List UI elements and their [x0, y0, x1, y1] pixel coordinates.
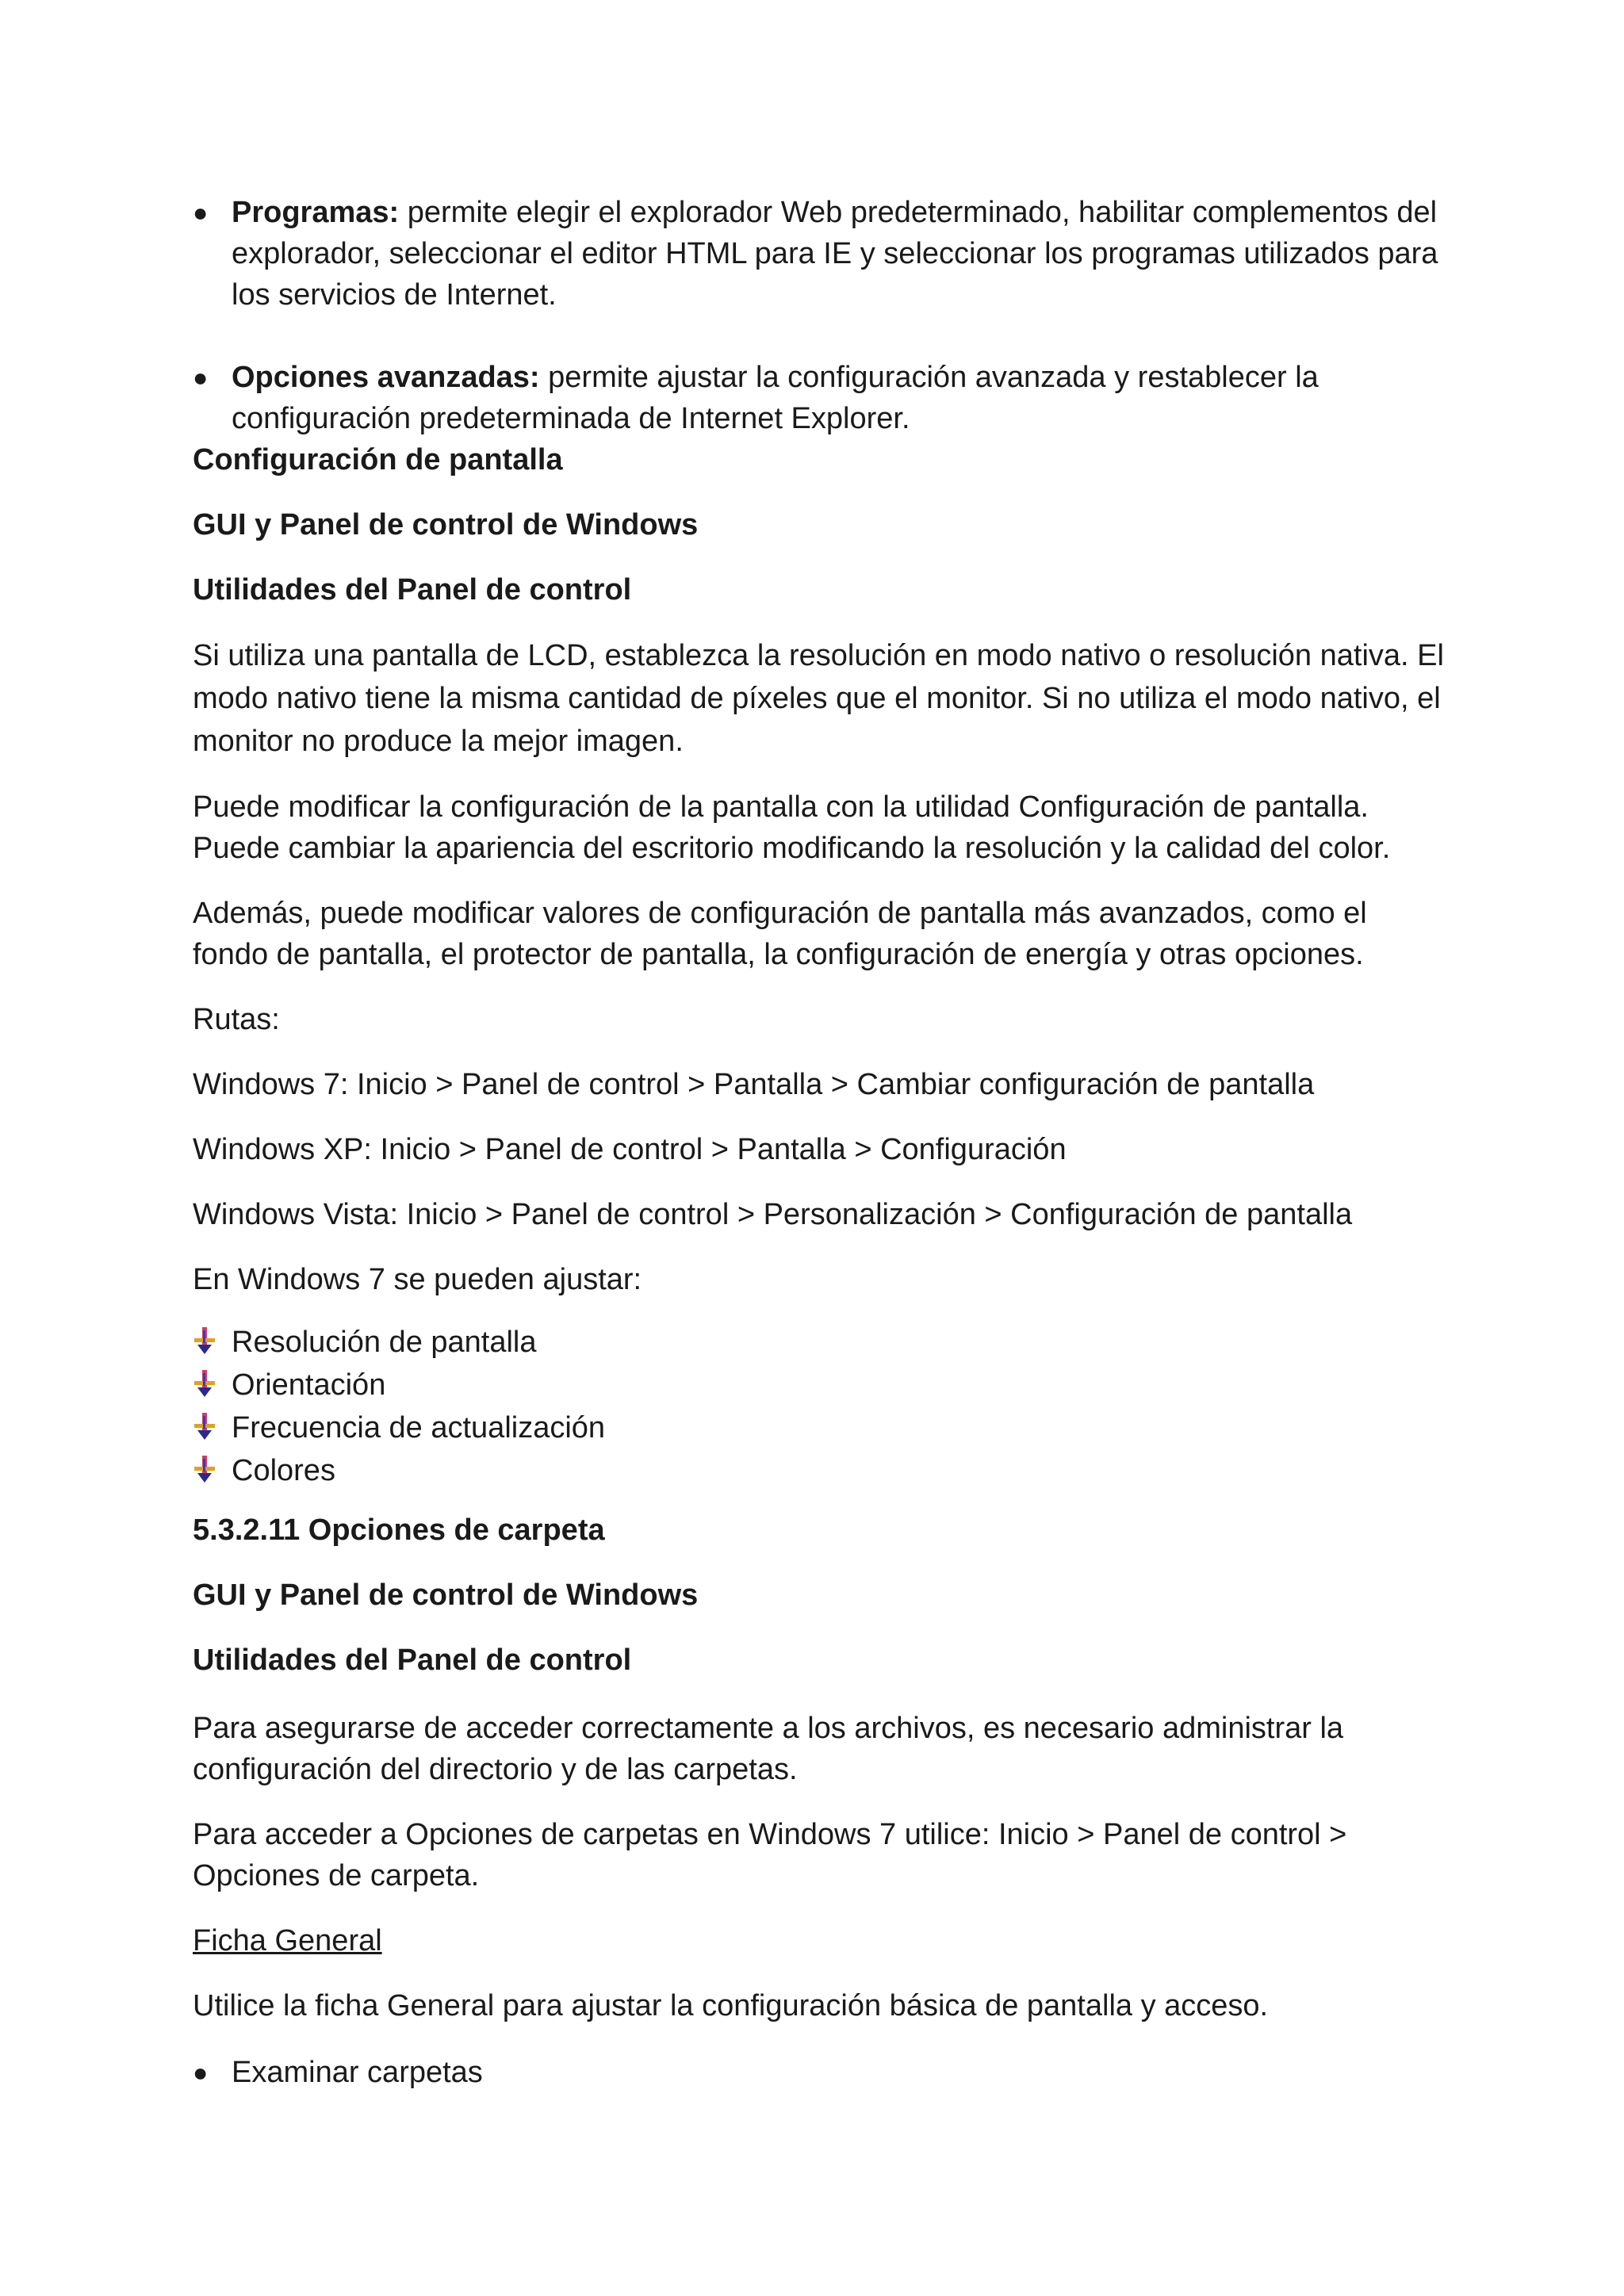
paragraph: Si utiliza una pantalla de LCD, establezca la resolución en modo nativo o resolución nativa. El modo nativo tiene la misma cantidad de píxeles que el monitor. Si no utiliza el modo nativo, el monitor no produce la mejor imagen. — [193, 639, 1444, 758]
ruta-windows-vista: Windows Vista: Inicio > Panel de control > Personalización > Configuración de pantalla — [193, 1198, 1353, 1231]
bullet-text — [232, 192, 1446, 316]
arrow-down-bullet-icon — [193, 1364, 232, 1406]
arrow-down-bullet-icon — [193, 1449, 232, 1492]
section-subtitle: Utilidades del Panel de control — [193, 573, 632, 607]
ajustes-list — [193, 1321, 1446, 1492]
bullet-examinar-carpetas — [193, 2052, 1446, 2093]
ruta-windows-7: Windows 7: Inicio > Panel de control > Pantalla > Cambiar configuración de pantalla — [193, 1068, 1315, 1101]
bullet-dot-icon: ● — [193, 2058, 209, 2087]
section-subtitle: GUI y Panel de control de Windows — [193, 508, 699, 541]
list-item-text: Orientación — [232, 1368, 386, 1402]
bullet-body: permite ajustar la configuración avanzada y restablecer la configuración predeterminada de Internet Explorer. — [232, 361, 1319, 435]
bullet-body: permite elegir el explorador Web predeterminado, habilitar complementos del explorador, seleccionar el editor HTML para IE y seleccionar los programas utilizados para los servicios de Internet. — [232, 196, 1438, 312]
arrow-down-bullet-icon — [193, 1406, 232, 1449]
list-item-text: Resolución de pantalla — [232, 1326, 537, 1359]
bullet-label: Programas: — [232, 196, 400, 229]
list-item — [193, 1406, 1446, 1449]
paragraph: Para acceder a Opciones de carpetas en Windows 7 utilice: Inicio > Panel de control > Opciones de carpeta. — [193, 1818, 1347, 1892]
list-item-text: Colores — [232, 1454, 335, 1487]
list-item — [193, 1449, 1446, 1492]
section-subtitle: Utilidades del Panel de control — [193, 1644, 632, 1677]
paragraph: Puede modificar la configuración de la pantalla con la utilidad Configuración de pantalla. Puede cambiar la apariencia del escritorio modificando la resolución y la calidad del color. — [193, 790, 1391, 865]
bullet-dot-icon: ● — [193, 198, 209, 227]
bullet-opciones-avanzadas — [193, 357, 1446, 439]
bullet-text: Examinar carpetas — [232, 2056, 483, 2089]
section-title: 5.3.2.11 Opciones de carpeta — [193, 1513, 605, 1547]
paragraph: Para asegurarse de acceder correctamente a los archivos, es necesario administrar la configuración del directorio y de las carpetas. — [193, 1712, 1344, 1786]
list-item-text: Frecuencia de actualización — [232, 1411, 606, 1445]
section-title: Configuración de pantalla — [193, 443, 563, 476]
arrow-down-bullet-icon — [193, 1321, 232, 1364]
paragraph: Utilice la ficha General para ajustar la configuración básica de pantalla y acceso. — [193, 1989, 1269, 2022]
list-item — [193, 1321, 1446, 1364]
bullet-text — [232, 357, 1446, 439]
ficha-general-heading: Ficha General — [193, 1924, 382, 1957]
section-subtitle: GUI y Panel de control de Windows — [193, 1578, 699, 1612]
bullet-label: Opciones avanzadas: — [232, 361, 540, 394]
document-page — [193, 192, 1446, 2093]
bullet-dot-icon: ● — [193, 363, 209, 392]
paragraph: Además, puede modificar valores de configuración de pantalla más avanzados, como el fondo de pantalla, el protector de pantalla, la configuración de energía y otras opciones. — [193, 897, 1367, 971]
ruta-windows-xp: Windows XP: Inicio > Panel de control > Pantalla > Configuración — [193, 1133, 1067, 1166]
ajustar-label: En Windows 7 se pueden ajustar: — [193, 1263, 642, 1296]
rutas-label: Rutas: — [193, 1003, 280, 1036]
list-item — [193, 1364, 1446, 1406]
bullet-programas — [193, 192, 1446, 316]
